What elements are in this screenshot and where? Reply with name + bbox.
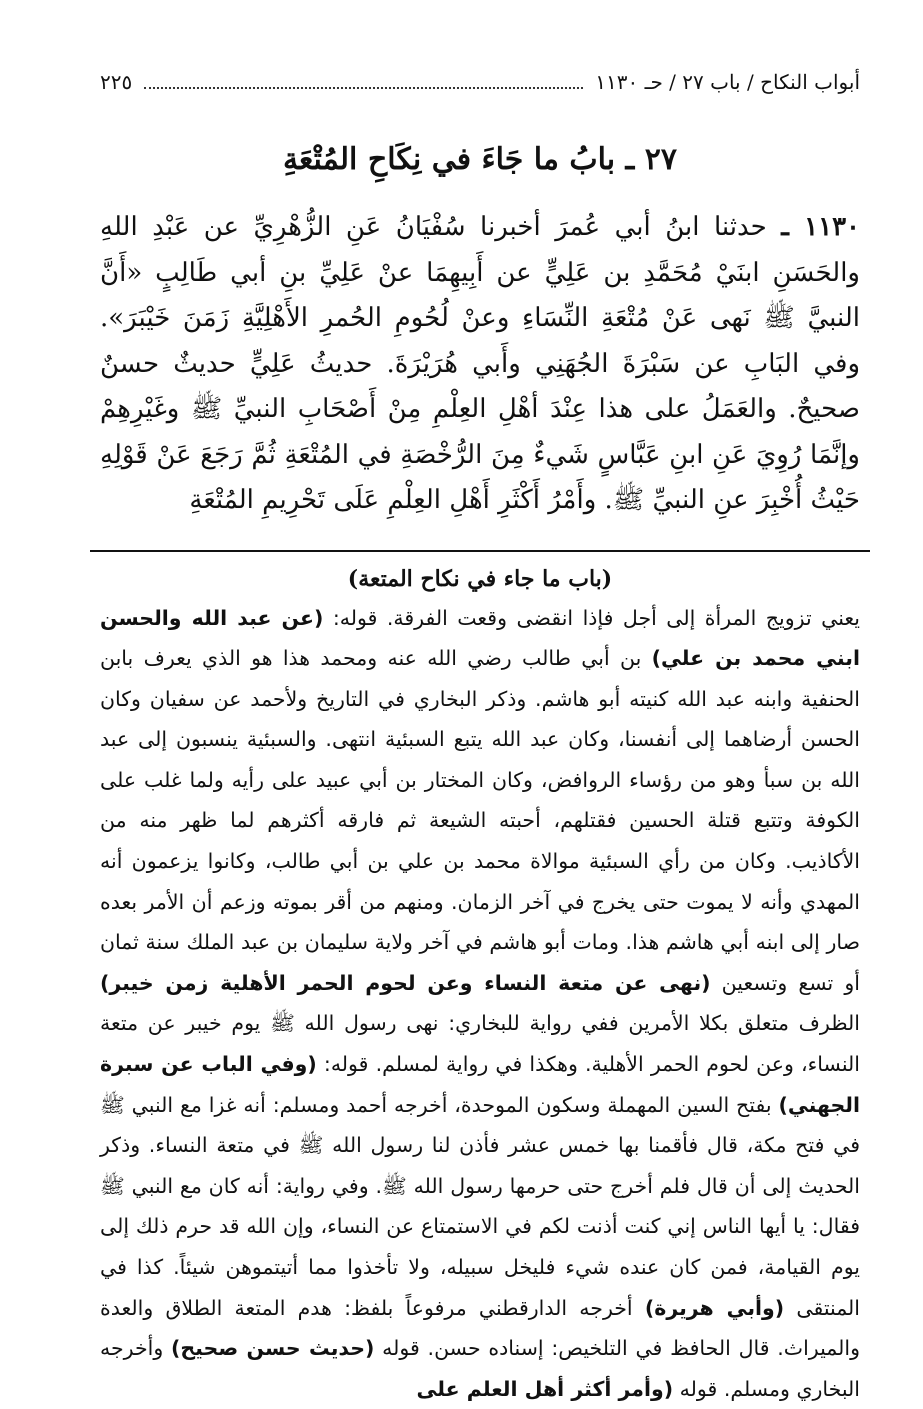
commentary-quote: (وأمر أكثر أهل العلم على (417, 1377, 674, 1401)
commentary-text: بن أبي طالب رضي الله عنه ومحمد هذا هو الذي يعرف بابن الحنفية وابنه عبد الله كنيته أبو هاشم. وذكر البخاري في التاريخ ولأحمد عن سفيان وكان الحسن أرضاهما إلى أنفسنا، وكان عبد الله يتبع السبئية انتهى. والسبئية ينسبون إلى عبد الله بن سبأ وهو من رؤساء الروافض، وكان المختار بن أبي عبيد على رأيه ولما غلب على الكوفة وتتبع قتلة الحسين فقتلهم، أحبته الشيعة ثم فارقه أكثرهم لما ظهر منه من الأكاذيب. وكان من رأي السبئية موالاة محمد بن علي بن أبي طالب، وكانوا يزعمون أنه المهدي وأنه لا يموت حتى يخرج في آخر الزمان. ومنهم من أقر بموته وزعم أن الأمر بعده صار إلى ابنه أبي هاشم هذا. ومات أبو هاشم في آخر ولاية سليمان بن عبد الملك سنة ثمان أو تسع وتسعين (100, 646, 860, 995)
footnote-divider (90, 550, 870, 552)
hadith-text-block (100, 205, 860, 524)
commentary-quote: (حديث حسن صحيح) (171, 1336, 374, 1360)
commentary-quote: (وفي الباب عن سبرة الجهني) (100, 1052, 860, 1117)
running-header (100, 70, 860, 110)
commentary-text: بفتح السين المهملة وسكون الموحدة، أخرجه أحمد ومسلم: أنه غزا مع النبي ﷺ في فتح مكة، قال فأقمنا بها خمس عشر فأذن لنا رسول الله ﷺ في متعة النساء. وذكر الحديث إلى أن قال فلم أخرج حتى حرمها رسول الله ﷺ. وفي رواية: أنه كان مع النبي ﷺ فقال: يا أيها الناس إني كنت أذنت لكم في الاستمتاع عن النساء، وإن الله قد حرم ذلك إلى يوم القيامة، فمن كان عنده شيء فليخل سبيله، ولا تأخذوا مما أتيتموهن شيئاً. كذا في المنتقى (100, 1093, 860, 1320)
commentary-quote: (وأبي هريرة) (645, 1296, 784, 1320)
hadith-text: حدثنا ابنُ أبي عُمرَ أخبرنا سُفْيَانُ عَنِ الزُّهْرِيِّ عن عَبْدِ اللهِ والحَسَنِ ابنَيْ مُحَمَّدِ بن عَلِيٍّ عن أَبِيهِمَا عنْ عَلِيِّ بنِ أبي طَالِبٍ «أَنَّ النبيَّ ﷺ نَهى عَنْ مُتْعَةِ النِّسَاءِ وعنْ لُحُومِ الحُمرِ الأَهْلِيَّةِ زَمَنَ خَيْبَرَ». وفي البَابِ عن سَبْرَةَ الجُهَنِي وأَبي هُرَيْرَةَ. حديثُ عَلِيٍّ حديثٌ حسنٌ صحيحٌ. والعَمَلُ على هذا عِنْدَ أهْلِ العِلْمِ مِنْ أَصْحَابِ النبيِّ ﷺ وغَيْرِهِمْ وإنَّمَا رُوِيَ عَنِ ابنِ عَبَّاسٍ شَيءٌ مِنَ الرُّخْصَةِ في المُتْعَةِ ثُمَّ رَجَعَ عَنْ قَوْلِهِ حَيْثُ أُخْبِرَ عنِ النبيِّ ﷺ. وأَمْرُ أَكْثَرِ أَهْلِ العِلْمِ عَلَى تَحْرِيمِ المُتْعَةِ (100, 212, 860, 515)
commentary-text: الظرف متعلق بكلا الأمرين ففي رواية للبخاري: نهى رسول الله ﷺ يوم خيبر عن متعة النساء، وعن لحوم الحمر الأهلية. وهكذا في رواية لمسلم. قوله: (100, 1011, 860, 1076)
commentary-quote: (نهى عن متعة النساء وعن لحوم الحمر الأهلية زمن خيبر) (100, 971, 711, 995)
commentary-text-block (100, 598, 860, 1409)
commentary-title: (باب ما جاء في نكاح المتعة) (100, 566, 860, 592)
commentary-text: وأخرجه البخاري ومسلم. قوله (100, 1336, 860, 1401)
running-header-section: أبواب النكاح / باب ٢٧ / حـ ١١٣٠ (595, 70, 860, 94)
header-dot-leader (144, 75, 583, 89)
hadith-number: ١١٣٠ ـ (781, 212, 860, 242)
chapter-title: ٢٧ ـ بابُ ما جَاءَ في نِكَاحِ المُتْعَةِ (100, 142, 860, 177)
commentary-text: يعني تزويج المرأة إلى أجل فإذا انقضى وقعت الفرقة. قوله: (333, 606, 860, 630)
page-number: ٢٢٥ (100, 70, 132, 94)
commentary-text: أخرجه الدارقطني مرفوعاً بلفظ: هدم المتعة الطلاق والعدة والميراث. قال الحافظ في التلخيص: إسناده حسن. قوله (100, 1296, 860, 1361)
book-page (100, 70, 860, 1409)
commentary-quote: (عن عبد الله والحسن ابني محمد بن علي) (100, 606, 860, 671)
